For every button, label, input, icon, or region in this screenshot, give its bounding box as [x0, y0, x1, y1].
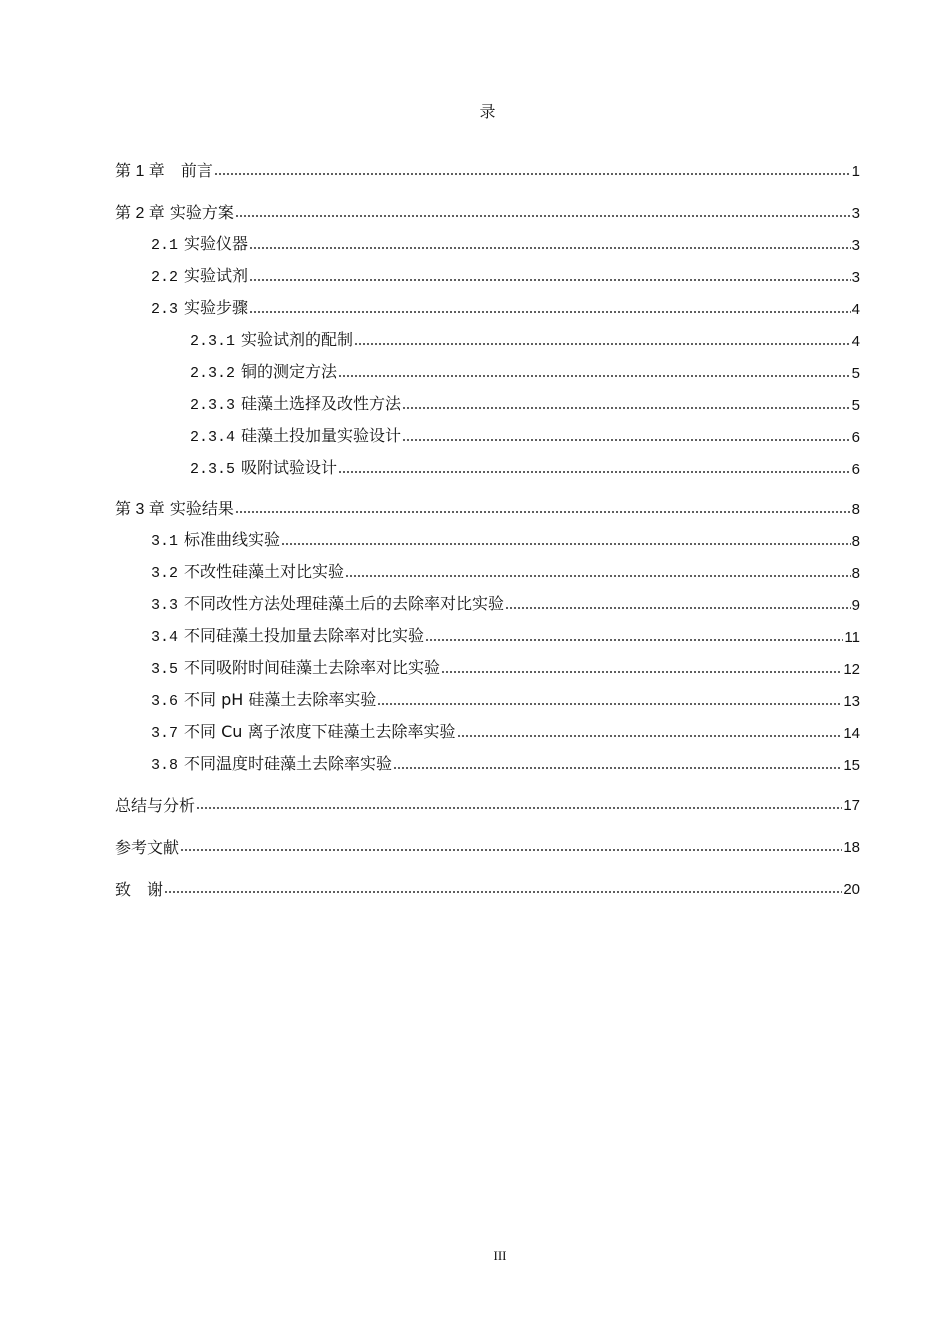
page-number: III [493, 1248, 507, 1263]
dot-leader [345, 573, 851, 579]
toc-entry[interactable] [190, 326, 860, 352]
toc-entry-page: 11 [844, 629, 860, 646]
toc-entry-number: 2.3.3 [190, 397, 236, 414]
toc-entry-page: 13 [843, 693, 860, 710]
toc-entry-number: 3.7 [151, 725, 179, 742]
toc-entry[interactable] [151, 558, 860, 584]
dot-leader [180, 847, 842, 853]
toc-entry-number: 2.3 [151, 301, 179, 318]
toc-entry-page: 3 [851, 205, 860, 222]
toc-entry[interactable] [190, 454, 860, 480]
dot-leader [249, 309, 851, 315]
toc-entry-page: 18 [843, 839, 860, 856]
toc-entry-number: 2.3.1 [190, 333, 236, 350]
dot-leader [441, 669, 842, 675]
toc-entry-page: 8 [851, 565, 860, 582]
toc-entry-page: 5 [851, 397, 860, 414]
toc-entry-title: 总结与分析 [115, 796, 196, 815]
toc-entry-number: 2.2 [151, 269, 179, 286]
dot-leader [402, 405, 851, 411]
toc-entry-page: 3 [851, 269, 860, 286]
toc-entry[interactable] [151, 262, 860, 288]
toc-entry[interactable] [151, 750, 860, 776]
toc-entry-number: 3.2 [151, 565, 179, 582]
toc-entry-page: 3 [851, 237, 860, 254]
toc-entry[interactable] [151, 718, 860, 744]
dot-leader [281, 541, 851, 547]
toc-entry-title: 吸附试验设计 [241, 458, 338, 477]
toc-entry[interactable] [115, 874, 860, 900]
toc-entry[interactable] [151, 654, 860, 680]
toc-entry-page: 1 [851, 163, 860, 180]
toc-entry-page: 6 [851, 429, 860, 446]
toc-entry-page: 14 [843, 725, 860, 742]
dot-leader [457, 733, 843, 739]
toc-entry[interactable] [115, 198, 860, 224]
toc-entry-title: 不改性硅藻土对比实验 [184, 562, 345, 581]
toc-entry-number: 2.3.5 [190, 461, 236, 478]
toc-entry[interactable] [151, 294, 860, 320]
toc-entry-title: 不同硅藻土投加量去除率对比实验 [184, 626, 425, 645]
toc-entry-title: 参考文献 [115, 838, 180, 857]
toc-entry[interactable] [190, 390, 860, 416]
toc-entry-number: 2.3.2 [190, 365, 236, 382]
toc-entry-page: 8 [851, 501, 860, 518]
toc-entry-number: 2.1 [151, 237, 179, 254]
toc-entry[interactable] [190, 358, 860, 384]
toc-entry[interactable] [151, 590, 860, 616]
toc-entry-number: 3.4 [151, 629, 179, 646]
toc-entry-title: 实验结果 [169, 499, 234, 518]
dot-leader [235, 509, 851, 515]
toc-entry-title: 不同改性方法处理硅藻土后的去除率对比实验 [184, 594, 505, 613]
toc-entry-page: 9 [851, 597, 860, 614]
toc-entry-number: 3.3 [151, 597, 179, 614]
toc-entry[interactable] [115, 832, 860, 858]
toc-entry-title: 硅藻土投加量实验设计 [241, 426, 402, 445]
toc-entry[interactable] [151, 622, 860, 648]
dot-leader [402, 437, 851, 443]
toc-entry-page: 5 [851, 365, 860, 382]
toc-entry-page: 15 [843, 757, 860, 774]
dot-leader [196, 805, 842, 811]
toc-entry-title: 实验步骤 [184, 298, 249, 317]
toc-entry-title: 不同吸附时间硅藻土去除率对比实验 [184, 658, 441, 677]
dot-leader [393, 765, 842, 771]
dot-leader [354, 341, 851, 347]
toc-entry-page: 8 [851, 533, 860, 550]
toc-entry-title: 致 谢 [115, 880, 164, 899]
toc-entry-title: 实验方案 [169, 203, 234, 222]
toc-entry-title: 不同温度时硅藻土去除率实验 [184, 754, 393, 773]
toc-entry[interactable] [115, 790, 860, 816]
toc-entry-page: 6 [851, 461, 860, 478]
toc-entry[interactable] [115, 494, 860, 520]
toc-entry[interactable] [115, 156, 860, 182]
toc-entry-number: 第 3 章 [115, 501, 165, 518]
toc-entry-number: 第 2 章 [115, 205, 165, 222]
dot-leader [214, 171, 851, 177]
toc-entry-page: 20 [843, 881, 860, 898]
toc-entry-page: 4 [851, 333, 860, 350]
toc-entry-number: 第 1 章 [115, 163, 165, 180]
toc-entry-title: 实验试剂 [184, 266, 249, 285]
toc-entry-number: 2.3.4 [190, 429, 236, 446]
toc-entry[interactable] [151, 526, 860, 552]
toc-entry[interactable] [151, 230, 860, 256]
toc-entry-title: 标准曲线实验 [184, 530, 281, 549]
table-of-contents [0, 150, 950, 910]
toc-entry-title: 实验试剂的配制 [241, 330, 354, 349]
toc-entry[interactable] [190, 422, 860, 448]
toc-entry-page: 12 [843, 661, 860, 678]
toc-entry[interactable] [151, 686, 860, 712]
toc-entry-title: 硅藻土选择及改性方法 [241, 394, 402, 413]
toc-entry-number: 3.1 [151, 533, 179, 550]
dot-leader [505, 605, 851, 611]
toc-entry-number: 3.8 [151, 757, 179, 774]
toc-entry-title: 不同 pH 硅藻土去除率实验 [184, 690, 377, 709]
dot-leader [377, 701, 842, 707]
dot-leader [338, 469, 851, 475]
toc-entry-page: 17 [843, 797, 860, 814]
dot-leader [249, 245, 851, 251]
page-title: 录 [479, 102, 496, 121]
toc-entry-page: 4 [851, 301, 860, 318]
dot-leader [164, 889, 842, 895]
toc-entry-title: 前言 [180, 161, 213, 180]
dot-leader [338, 373, 851, 379]
toc-entry-title: 实验仪器 [184, 234, 249, 253]
toc-entry-number: 3.6 [151, 693, 179, 710]
toc-entry-title: 铜的测定方法 [241, 362, 338, 381]
dot-leader [235, 213, 851, 219]
toc-entry-number: 3.5 [151, 661, 179, 678]
dot-leader [249, 277, 851, 283]
dot-leader [425, 637, 843, 643]
toc-entry-title: 不同 Cu 离子浓度下硅藻土去除率实验 [184, 722, 456, 741]
